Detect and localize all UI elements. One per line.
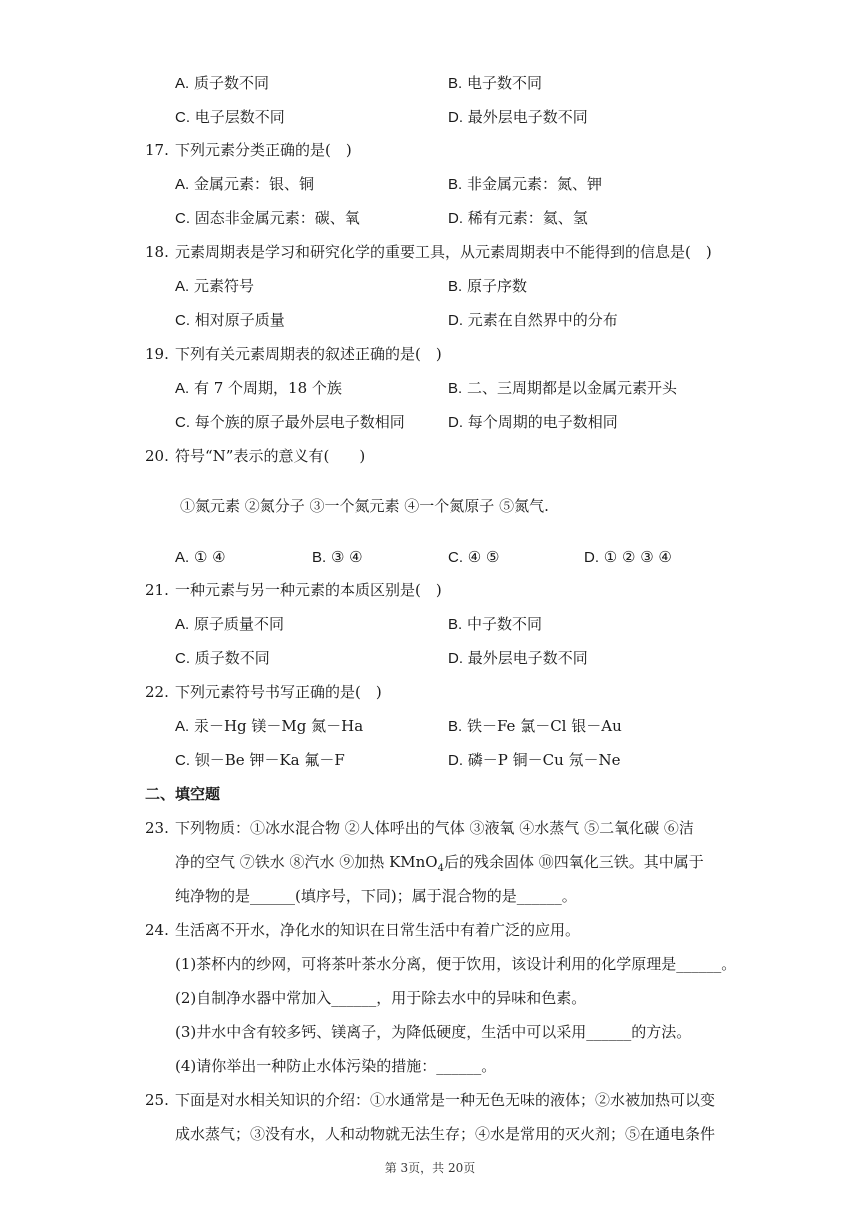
option-text: ① ④ xyxy=(193,548,226,566)
question-text-line-2 xyxy=(175,852,704,879)
subscript: 4 xyxy=(437,863,444,874)
option-label: B. xyxy=(448,380,463,397)
option-label: D. xyxy=(448,210,463,227)
option-label: C. xyxy=(175,210,190,227)
option-16-c xyxy=(175,106,285,127)
option-18-c xyxy=(175,310,285,331)
option-19-a xyxy=(175,378,342,399)
option-text: 中子数不同 xyxy=(466,615,542,633)
option-text: 每个周期的电子数相同 xyxy=(467,413,618,431)
option-text: 磷－P 铜－Cu 氖－Ne xyxy=(467,751,621,769)
question-number: 20. xyxy=(145,447,169,465)
option-17-d xyxy=(448,208,588,229)
sub-question-3: (3)井水中含有较多钙、镁离子，为降低硬度，生活中可以采用______的方法。 xyxy=(175,1023,692,1041)
question-text-line-3: 纯净物的是______(填序号，下同)；属于混合物的是______。 xyxy=(175,887,577,905)
option-22-c xyxy=(175,750,345,771)
question-text: 生活离不开水，净化水的知识在日常生活中有着广泛的应用。 xyxy=(175,921,581,939)
option-label: A. xyxy=(175,549,190,566)
text-segment: 净的空气 ⑦铁水 ⑧汽水 ⑨加热 KMnO xyxy=(175,853,438,871)
option-text: 非金属元素：氮、钾 xyxy=(466,175,602,193)
option-text: 元素符号 xyxy=(193,277,254,295)
question-text: 下列有关元素周期表的叙述正确的是( ) xyxy=(175,345,442,363)
option-text: 元素在自然界中的分布 xyxy=(467,311,618,329)
question-number: 19. xyxy=(145,345,169,363)
question-number: 25. xyxy=(145,1091,169,1109)
page-footer: 第 3页，共 20页 xyxy=(384,1161,476,1175)
option-22-b xyxy=(448,716,622,737)
option-label: D. xyxy=(448,752,463,769)
option-text: 铁－Fe 氯－Cl 银－Au xyxy=(466,717,622,735)
option-20-a xyxy=(175,547,226,568)
option-text: ① ② ③ ④ xyxy=(603,548,672,566)
option-20-b xyxy=(312,547,363,568)
option-label: A. xyxy=(175,380,190,397)
option-19-c xyxy=(175,412,405,433)
option-text: 原子质量不同 xyxy=(193,615,284,633)
option-text: 钡－Be 钾－Ka 氟－F xyxy=(194,751,345,769)
question-text: 下列元素分类正确的是( ) xyxy=(175,141,352,159)
option-text: 汞－Hg 镁－Mg 氮－Ha xyxy=(193,717,364,735)
option-text: 金属元素：银、铜 xyxy=(193,175,314,193)
option-label: C. xyxy=(175,414,190,431)
option-16-a xyxy=(175,72,269,93)
option-label: B. xyxy=(448,718,463,735)
option-text: 质子数不同 xyxy=(194,649,270,667)
option-20-c xyxy=(448,547,499,568)
option-label: C. xyxy=(175,312,190,329)
option-label: D. xyxy=(584,549,599,566)
question-text: 元素周期表是学习和研究化学的重要工具，从元素周期表中不能得到的信息是( ) xyxy=(175,243,712,261)
option-text: 电子层数不同 xyxy=(194,108,285,126)
question-text-line-2: 成水蒸气；③没有水，人和动物就无法生存；④水是常用的灭火剂；⑤在通电条件 xyxy=(175,1125,716,1143)
option-label: C. xyxy=(175,109,190,126)
option-label: A. xyxy=(175,176,190,193)
option-text: 固态非金属元素：碳、氧 xyxy=(194,209,360,227)
question-number: 18. xyxy=(145,243,169,261)
question-number: 24. xyxy=(145,921,169,939)
sub-question-1: (1)茶杯内的纱网，可将茶叶茶水分离，便于饮用，该设计利用的化学原理是______。 xyxy=(175,955,737,973)
question-number: 22. xyxy=(145,683,169,701)
option-label: A. xyxy=(175,616,190,633)
section-heading: 二、填空题 xyxy=(145,785,221,803)
option-21-a xyxy=(175,614,284,635)
option-16-b xyxy=(448,72,542,93)
question-text: 符号“N”表示的意义有( ) xyxy=(175,447,366,465)
option-22-d xyxy=(448,750,621,771)
text-segment: 后的残余固体 ⑩四氧化三铁。其中属于 xyxy=(443,853,704,871)
option-label: B. xyxy=(312,549,327,566)
option-18-a xyxy=(175,276,254,297)
option-17-b xyxy=(448,174,602,195)
option-text: 原子序数 xyxy=(466,277,527,295)
option-text: ④ ⑤ xyxy=(467,548,500,566)
option-label: B. xyxy=(448,278,463,295)
option-17-c xyxy=(175,208,360,229)
sub-question-2: (2)自制净水器中常加入______，用于除去水中的异味和色素。 xyxy=(175,989,587,1007)
option-21-b xyxy=(448,614,542,635)
option-label: C. xyxy=(175,752,190,769)
option-16-d xyxy=(448,106,588,127)
option-17-a xyxy=(175,174,314,195)
option-label: B. xyxy=(448,176,463,193)
question-text: 一种元素与另一种元素的本质区别是( ) xyxy=(175,581,442,599)
option-label: D. xyxy=(448,312,463,329)
option-text: 有 7 个周期，18 个族 xyxy=(193,379,342,397)
option-label: D. xyxy=(448,650,463,667)
option-text: 二、三周期都是以金属元素开头 xyxy=(466,379,677,397)
option-18-b xyxy=(448,276,527,297)
option-label: D. xyxy=(448,109,463,126)
option-text: 最外层电子数不同 xyxy=(467,649,588,667)
question-text-line-1: 下面是对水相关知识的介绍：①水通常是一种无色无味的液体；②水被加热可以变 xyxy=(175,1091,716,1109)
option-18-d xyxy=(448,310,618,331)
option-text: 电子数不同 xyxy=(466,74,542,92)
option-text: 最外层电子数不同 xyxy=(467,108,588,126)
option-22-a xyxy=(175,716,363,737)
option-text: 稀有元素：氦、氢 xyxy=(467,209,588,227)
question-text-line-1: 下列物质：①冰水混合物 ②人体呼出的气体 ③液氧 ④水蒸气 ⑤二氧化碳 ⑥洁 xyxy=(175,819,694,837)
question-number: 23. xyxy=(145,819,169,837)
question-number: 17. xyxy=(145,141,169,159)
option-21-d xyxy=(448,648,588,669)
option-label: B. xyxy=(448,616,463,633)
option-19-d xyxy=(448,412,618,433)
option-text: 相对原子质量 xyxy=(194,311,285,329)
option-text: ③ ④ xyxy=(330,548,363,566)
question-text: 下列元素符号书写正确的是( ) xyxy=(175,683,382,701)
option-text: 每个族的原子最外层电子数相同 xyxy=(194,413,405,431)
question-stem: ①氮元素 ②氮分子 ③一个氮元素 ④一个氮原子 ⑤氮气. xyxy=(180,497,549,515)
sub-question-4: (4)请你举出一种防止水体污染的措施：______。 xyxy=(175,1057,497,1075)
option-19-b xyxy=(448,378,677,399)
option-label: C. xyxy=(175,650,190,667)
option-label: A. xyxy=(175,718,190,735)
option-label: A. xyxy=(175,278,190,295)
option-21-c xyxy=(175,648,270,669)
option-label: C. xyxy=(448,549,463,566)
option-20-d xyxy=(584,547,672,568)
option-label: A. xyxy=(175,75,190,92)
option-label: D. xyxy=(448,414,463,431)
option-text: 质子数不同 xyxy=(193,74,269,92)
question-number: 21. xyxy=(145,581,169,599)
option-label: B. xyxy=(448,75,463,92)
